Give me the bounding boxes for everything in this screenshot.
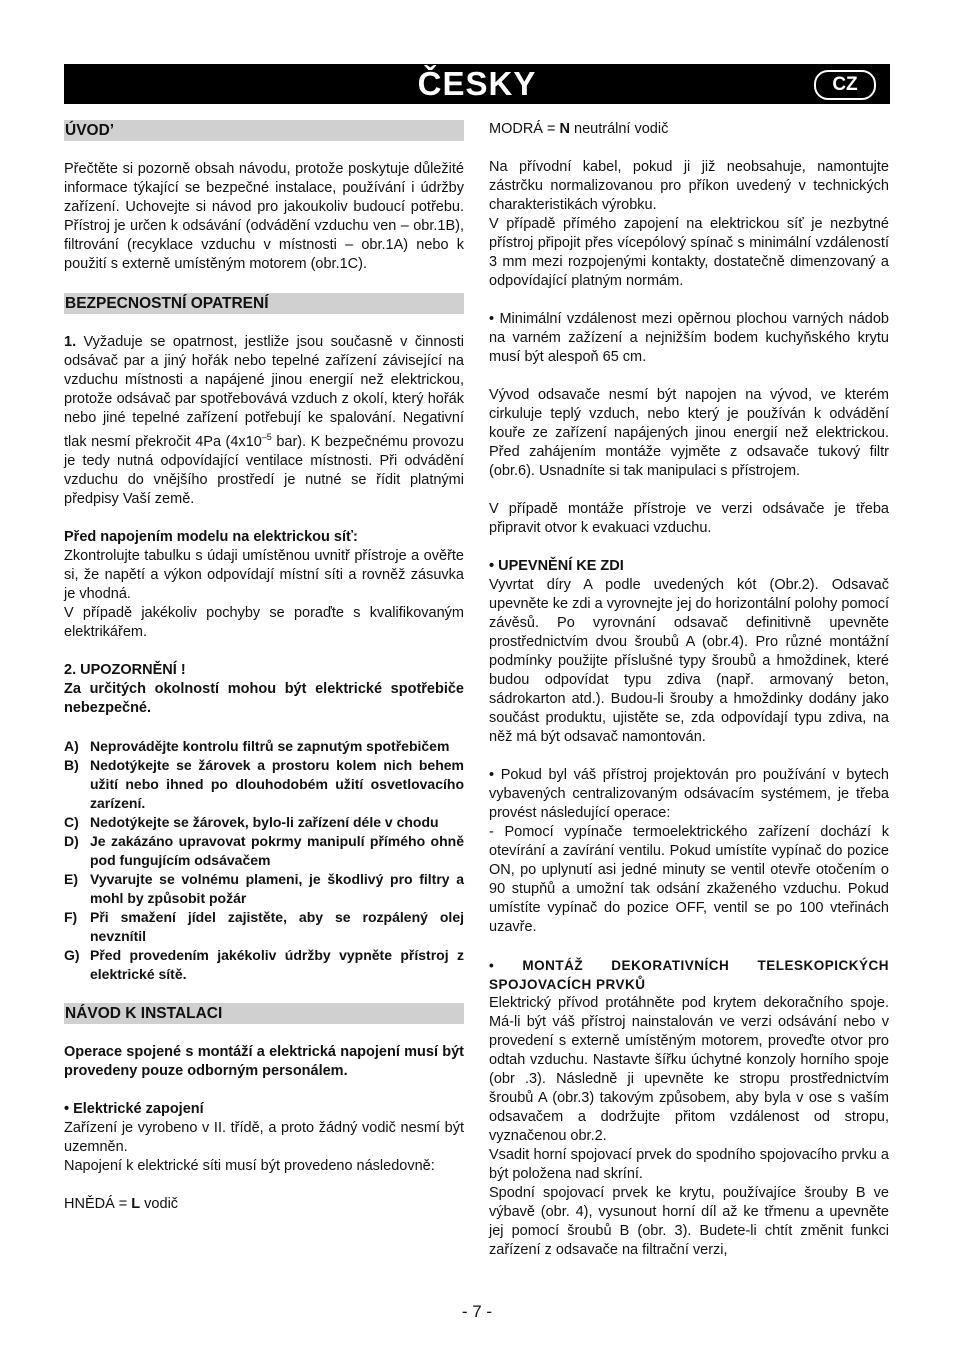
warning-item-e: E) Vyvarujte se volnému plameni, je škodlivý pro filtry a mohl by způsobit požár [64, 870, 464, 906]
safety-text-end: bar). K bezpečnému provozu je tedy nutná odpovídající ventilace místnosti. Při odvádění vzduchu do vnějšího prostředí je nutné se řídit platnými předpisy Vaší země. [64, 433, 464, 507]
telescope-paragraph-3: Spodní spojovací prvek ke krytu, používajíce šrouby B ve výbavě (obr. 4), vysunout horní díl až ke třmenu a upevněte jej pomocí šroubů B (obr. 3). Budete-li chtít změnit funkci zařízení z odsavače na filtrační verzi, [489, 1185, 889, 1258]
telescope-paragraph: Elektrický přívod protáhněte pod krytem dekoračního spoje. Má-li být váš přístroj nainstalován ve verzi odsávání nebo v provedení s externě umístěným motorem, proveďte otvor pro odtah vzduchu. Nastavte šířku úchytné konzoly horního spoje (obr .3). Následně ji upevněte ke stropu prostřednictvím šroubů A (obr.3) takovým způsobem, aby byla v ose s vaším odsavačem a dodržujte přitom vzdálenost od stropu, vyznačenou obr.2. [489, 995, 889, 1144]
language-banner [64, 64, 890, 104]
electric-heading: • Elektrické zapojení [64, 1100, 204, 1117]
wall-paragraph: Vyvrtat díry A podle uvedených kót (Obr.2). Odsavač upevněte ke zdi a vyrovnejte jej do horizontální polohy pomocí závěsů. Po vyrovnání odsavač definitivně upevněte prostřednictvím dvou šroubů A (obr.4). Pro různé montážní podmínky použijte příslušné typy šroubů a hmoždinek, které budou odpovídat typu zdiva (např. armovaný beton, sádrokarton atd.). Budou-li šrouby a hmoždinky dodány jako součást produktu, ujistěte se, zda odpovídají typu zdiva, na něž má být odsavač namontován. [489, 577, 889, 745]
left-column [64, 120, 464, 1214]
warning-heading: 2. UPOZORNĚNÍ ! [64, 661, 186, 678]
warning-item-g: G) Před provedením jakékoliv údržby vypněte přístroj z elektrické sítě. [64, 946, 464, 982]
page-number: - 7 - [461, 1302, 493, 1321]
warning-subheading: Za určitých okolností mohou být elektrické spotřebiče nebezpečné. [64, 680, 464, 716]
connection-paragraph: Zkontrolujte tabulku s údaji umístěnou uvnitř přístroje a ověřte si, že napětí a výkon odpovídají místní síti a rovněž zásuvka je vhodná. [64, 547, 464, 602]
connection-heading: Před napojením modelu na elektrickou síť: [64, 528, 358, 545]
warning-item-d: D) Je zakázáno upravovat pokrmy manipulí přímého ohně pod fungujícím odsávačem [64, 832, 464, 868]
wall-heading: • UPEVNĚNÍ KE ZDI [489, 558, 624, 574]
warning-item-c: C) Nedotýkejte se žárovek, bylo-li zařízení déle v chodu [64, 813, 439, 830]
plug-paragraph: Na přívodní kabel, pokud ji již neobsahuje, namontujte zástrčku normalizovanou pro příkon uvedený v technických charakteristikách výrobku. [489, 159, 889, 213]
telescope-paragraph-2: Vsadit horní spojovací prvek do spodního spojovacího prvku a být položena nad skríní. [489, 1147, 889, 1182]
central-paragraph: • Pokud byl váš přístroj projektován pro používání v bytech vybavených centralizovaným odsávacím systémem, je třeba provést následující operace: [489, 767, 889, 821]
warning-item-f: F) Při smažení jídel zajistěte, aby se rozpálený olej nevznítil [64, 908, 464, 944]
intro-paragraph: Přečtěte si pozorně obsah návodu, protože poskytuje důležité informace týkající se bezpečné instalace, používání i údržby zařízení. Uchovejte si návod pro jakoukoliv budoucí potřebu. Přístroj je určen k odsávání (odvádění vzduchu ven – obr.1B), filtrování (recyklace vzduchu v místnosti – obr.1A) nebo k použití s externě umístěným motorem (obr.1C). [64, 161, 464, 272]
distance-paragraph: • Minimální vzdálenost mezi opěrnou plochou varných nádob na varném zažízení a nejnižším bodem kuchyňského krytu musí být alespoň 65 cm. [489, 311, 889, 365]
safety-paragraph-1 [64, 333, 464, 509]
right-column [489, 120, 889, 1260]
exponent: –5 [261, 432, 272, 442]
install-bold-paragraph: Operace spojené s montáží a elektrická napojení musí být provedeny pouze odborným personálem. [64, 1043, 464, 1079]
section-heading-intro: ÚVOD’ [64, 120, 464, 141]
warning-item-b: B) Nedotýkejte se žárovek a prostoru kolem nich behem užití nebo ihned po dlouhodobém užití osvetlovacího zarízení. [64, 756, 464, 811]
plug-paragraph-2: V případě přímého zapojení na elektrickou síť je nezbytné přístroj připojit přes vícepólový spínač s minimální vzdáleností 3 mm mezi rozpojenými kontakty, dostatečně dimenzovaný a odpovídající platným normám. [489, 216, 889, 289]
hood-paragraph: V případě montáže přístroje ve verzi odsávače je třeba připravit otvor k evakuaci vzduchu. [489, 501, 889, 536]
brown-wire-line: HNĚDÁ = L vodič [64, 1195, 179, 1212]
telescope-heading: • MONTÁŽ DEKORATIVNÍCH TELESKOPICKÝCH SPOJOVACÍCH PRVKŮ [489, 958, 889, 992]
section-heading-install: NÁVOD K INSTALACI [64, 1003, 464, 1024]
warnings-list [64, 737, 464, 984]
electric-paragraph-2: Napojení k elektrické síti musí být provedeno následovně: [64, 1157, 435, 1174]
central-paragraph-2: - Pomocí vypínače termoelektrického zařízení dochází k otevírání a zavírání ventilu. Pokud umístíte vypínač do pozice ON, po uplynutí asi jedné minuty se ventil otevře otočením o 90 stupňů a umožní tak odsání zkaženého vzduchu. Pokud umístíte vypínač do pozice OFF, ventil se po 100 vteřinách uzavře. [489, 824, 889, 935]
page-title: ČESKY [417, 65, 537, 102]
safety-item-number: 1. [64, 334, 77, 350]
exhaust-paragraph: Vývod odsavače nesmí být napojen na vývod, ve kterém cirkuluje teplý vzduch, nebo který je používán k odvádění kouře ze zařízení napájených jinou energií než elektrickou. Před zahájením montáže vyjměte z odsavače tukový filtr (obr.6). Usnadníte si tak manipulaci s přístrojem. [489, 387, 889, 479]
section-heading-safety: BEZPECNOSTNÍ OPATRENÍ [64, 293, 464, 314]
safety-text: Vyžaduje se opatrnost, jestliže jsou současně v činnosti odsávač par a jiný hořák nebo tepelné zařízení závisející na vzduchu místnosti a napájené jinou energií než elektrickou, protože odsávač par spotřebovává vzduch z okolí, který hořák nebo jiné tepelné zařízení potřebují ke spalování. Negativní tlak nesmí překročit 4Pa (4x10 [64, 334, 464, 450]
connection-paragraph-2: V případě jakékoliv pochyby se poraďte s kvalifikovaným elektrikářem. [64, 604, 464, 640]
warning-item-a: A) Neprovádějte kontrolu filtrů se zapnutým spotřebičem [64, 737, 450, 754]
electric-paragraph: Zařízení je vyrobeno v II. třídě, a proto žádný vodič nesmí být uzemněn. [64, 1119, 464, 1155]
language-badge: CZ [814, 70, 876, 100]
blue-wire-line: MODRÁ = N neutrální vodič [489, 121, 669, 137]
